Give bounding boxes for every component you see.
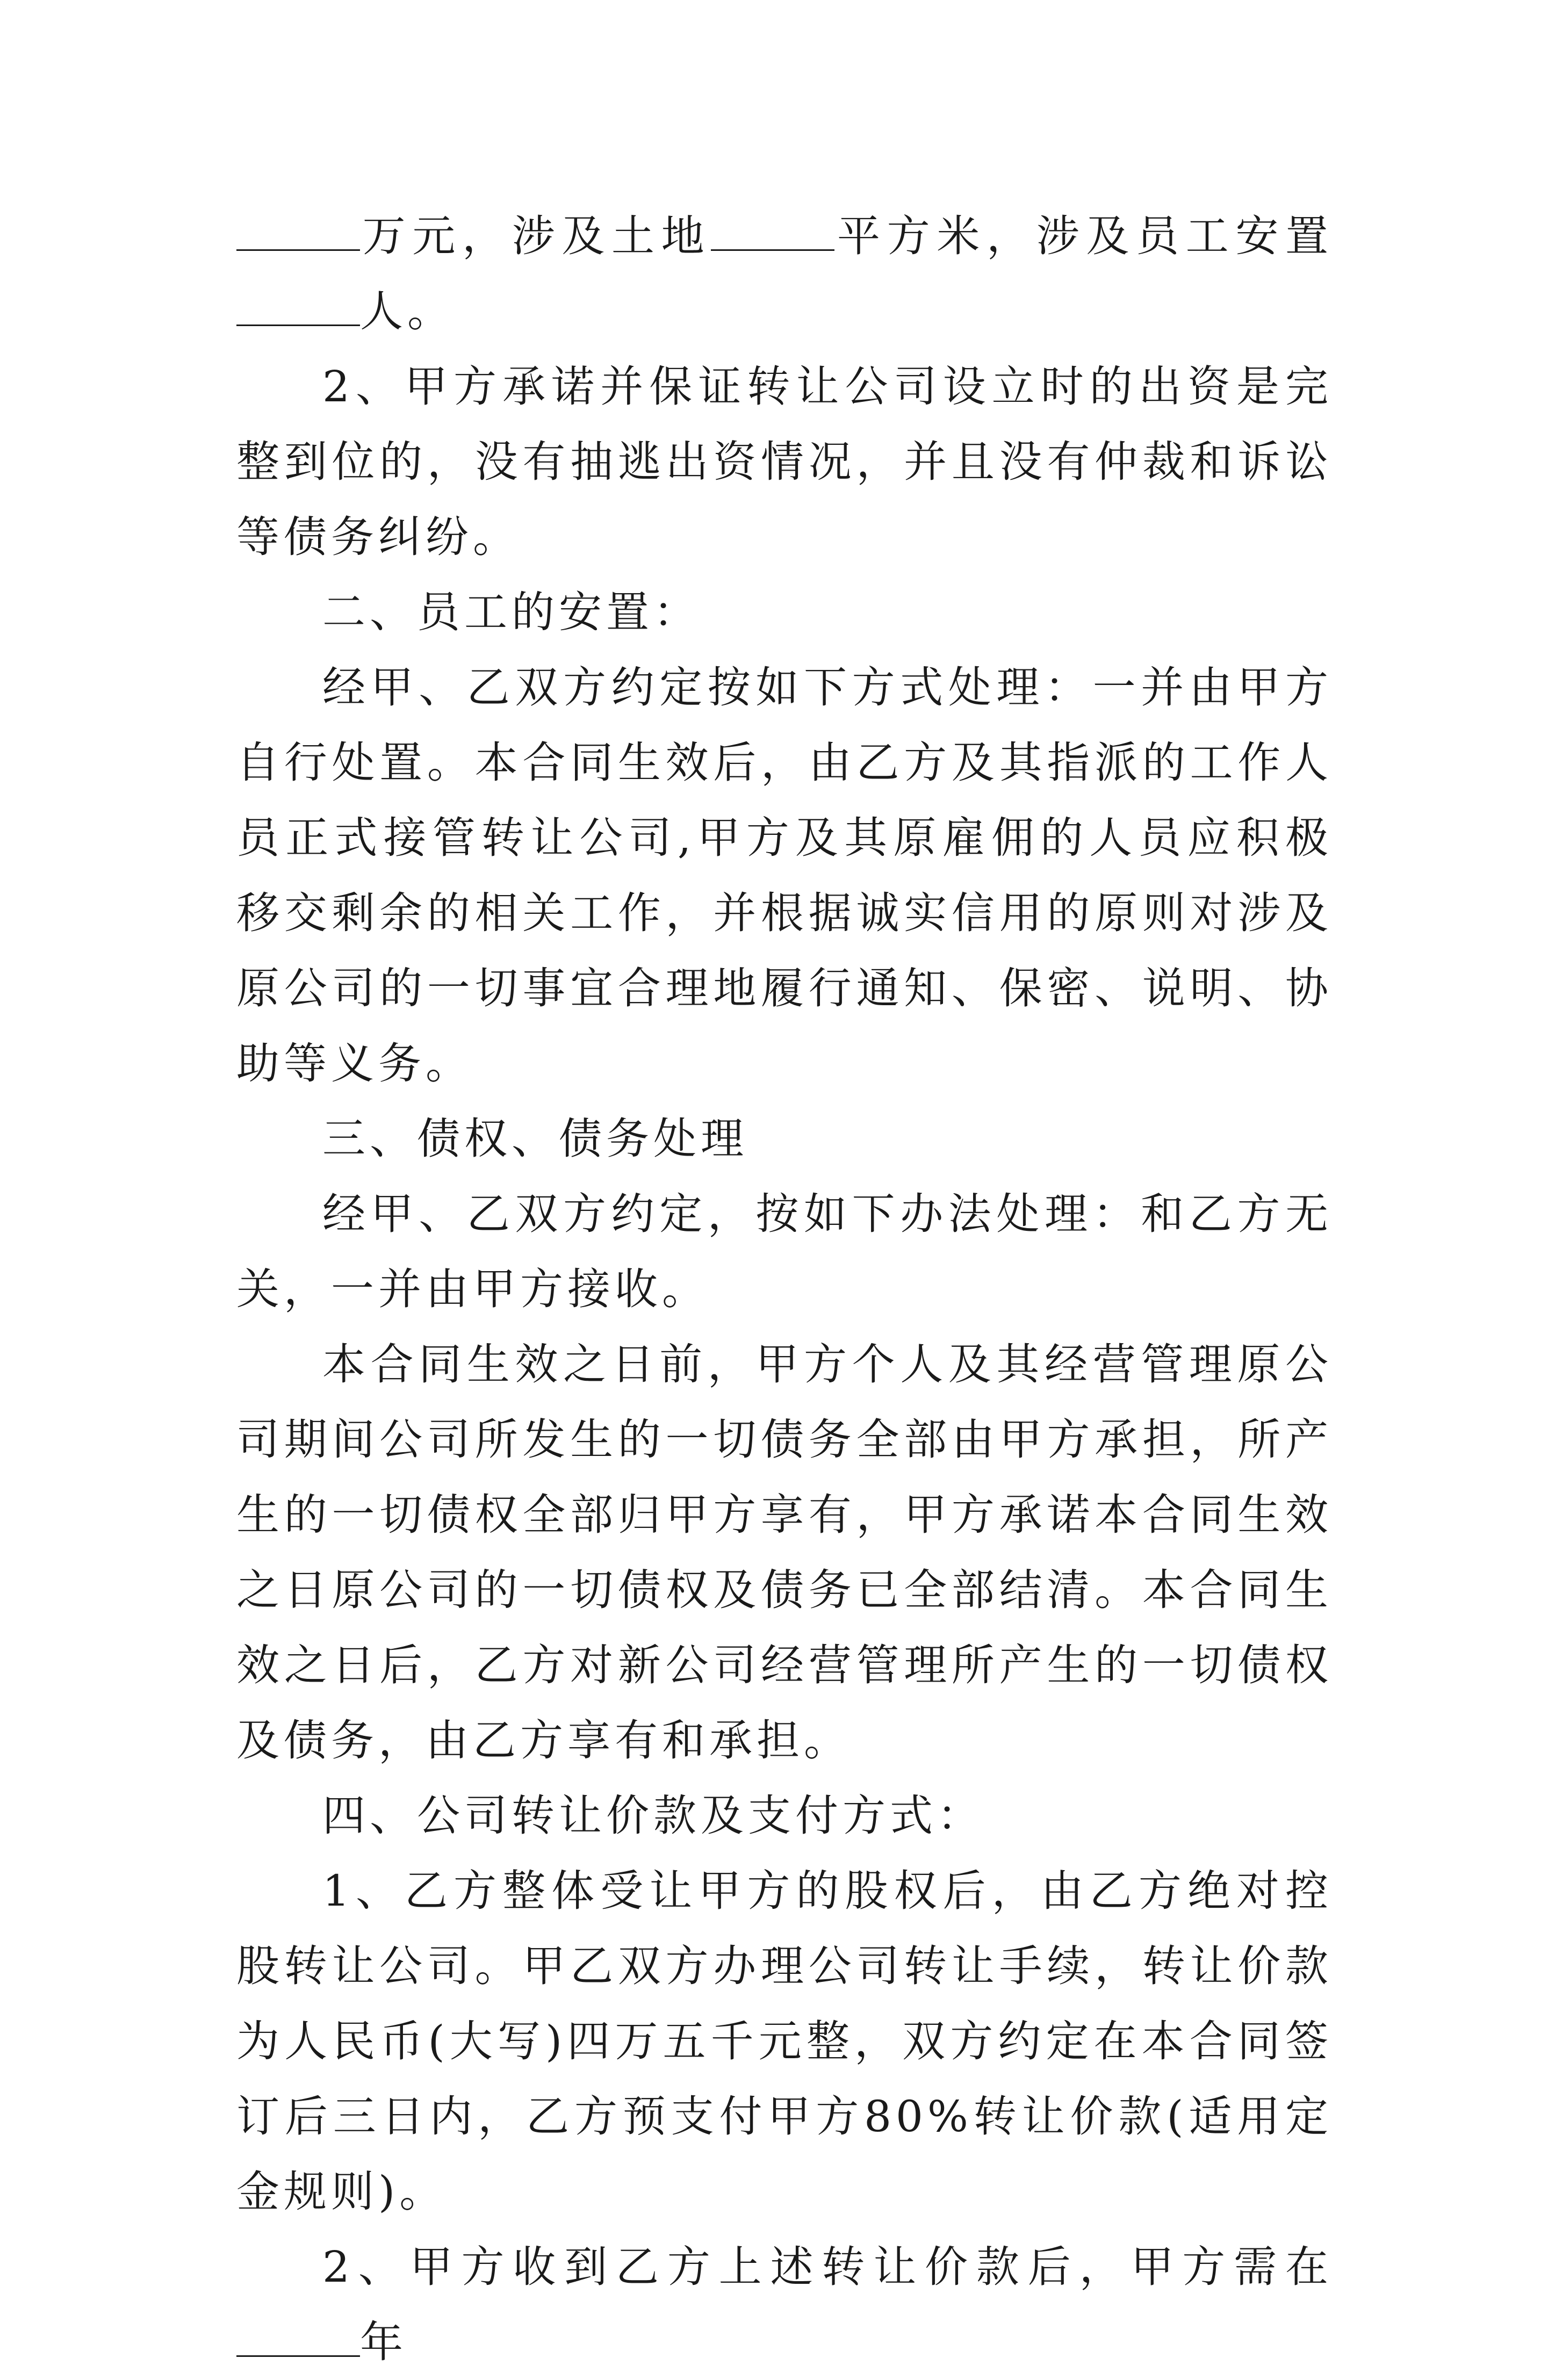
- section-heading-payment: 四、公司转让价款及支付方式：: [322, 1791, 984, 1841]
- paragraph-debt-liability: 本合同生效之日前，甲方个人及其经营管理原公司期间公司所发生的一切债务全部由甲方承担，所产生的一切债权全部归甲方享有，甲方承诺本合同生效之日原公司的一切债权及债务已全部结清。本合同生效之日后，乙方对新公司经营管理所产生的一切债权及债务，由乙方享有和承担。: [236, 1339, 1333, 1765]
- section-heading-employees: 二、员工的安置：: [322, 587, 701, 637]
- blank-line: [236, 292, 360, 326]
- blank-line: [236, 2323, 360, 2357]
- paragraph-debt-handling: 经甲、乙双方约定，按如下办法处理：和乙方无关，一并由甲方接收。: [236, 1189, 1333, 1314]
- paragraph-clause-2: 2、甲方承诺并保证转让公司设立时的出资是完整到位的，没有抽逃出资情况，并且没有仲裁和诉讼等债务纠纷。: [236, 362, 1333, 562]
- paragraph-text: 平方米，涉及员工安置: [834, 211, 1333, 261]
- paragraph-payment-clause-1: 1、乙方整体受让甲方的股权后，由乙方绝对控股转让公司。甲乙双方办理公司转让手续，转让价款为人民币(大写)四万五千元整，双方约定在本合同签订后三日内，乙方预支付甲方80%转让价款(适用定金规则)。: [236, 1866, 1333, 2217]
- paragraph-employee-placement: 经甲、乙双方约定按如下方式处理：一并由甲方自行处置。本合同生效后，由乙方及其指派的工作人员正式接管转让公司,甲方及其原雇佣的人员应积极移交剩余的相关工作，并根据诚实信用的原则对涉及原公司的一切事宜合理地履行通知、保密、说明、协助等义务。: [236, 662, 1333, 1088]
- section-heading-debts: 三、债权、债务处理: [322, 1114, 748, 1164]
- paragraph-payment-clause-2: [236, 2230, 1333, 2380]
- blank-line: [236, 217, 360, 251]
- blank-line: [711, 217, 834, 251]
- paragraph-text: 人。: [360, 286, 455, 336]
- paragraph-text: 万元，涉及土地: [360, 211, 711, 261]
- paragraph-text: 2、甲方收到乙方上述转让价款后，甲方需在: [322, 2242, 1333, 2292]
- paragraph-text: 年: [360, 2317, 407, 2367]
- paragraph-1-continuation: [236, 199, 1333, 349]
- document-body: [236, 199, 1333, 2380]
